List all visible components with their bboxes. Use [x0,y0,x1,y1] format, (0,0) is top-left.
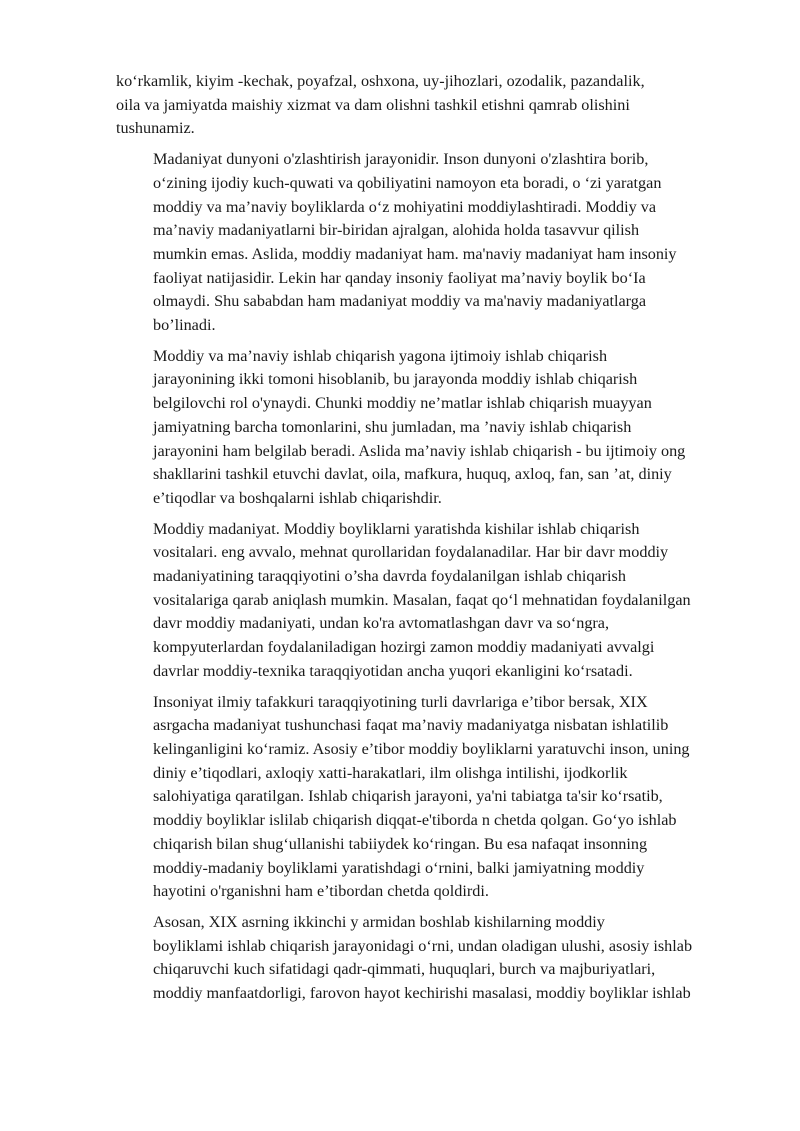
text-line: bo’linadi. [153,316,216,335]
text-line: salohiyatiga qaratilgan. Ishlab chiqarish jarayoni, ya'ni tabiatga ta'sir ko‘rsatib, [153,787,663,806]
text-line: kompyuterlardan foydalaniladigan hozirgi zamon moddiy madaniyati avvalgi [153,638,655,657]
text-line: Moddiy va ma’naviy ishlab chiqarish yagona ijtimoiy ishlab chiqarish [153,346,608,365]
text-line: chiqaruvchi kuch sifatidagi qadr-qimmati, huquqlari, burch va majburiyatlari, [153,960,656,979]
text-line: jamiyatning barcha tomonlarini, shu jumladan, ma ’naviy ishlab chiqarish [153,417,632,436]
text-line: kelinganligini ko‘ramiz. Asosiy e’tibor moddiy boyliklarni yaratuvchi inson, uning [153,739,690,758]
paragraph [116,70,746,141]
text-line: oila va jamiyatda maishiy xizmat va dam olishni tashkil etishni qamrab olishini [116,95,630,114]
text-line: boyliklami ishlab chiqarish jarayonidagi o‘rni, undan oladigan ulushi, asosiy ishlab [153,936,693,955]
text-line: moddiy va ma’naviy boyliklarda o‘z mohiyatini moddiylashtiradi. Moddiy va [153,197,657,216]
text-line: asrgacha madaniyat tushunchasi faqat ma’naviy madaniyatga nisbatan ishlatilib [153,716,669,735]
text-line: mumkin emas. Aslida, moddiy madaniyat ham. ma'naviy madaniyat ham insoniy [153,244,677,263]
paragraph [116,911,746,1006]
text-line: olmaydi. Shu sababdan ham madaniyat moddiy va ma'naviy madaniyatlarga [153,292,647,311]
text-line: moddiy-madaniy boyliklami yaratishdagi o‘rnini, balki jamiyatning moddiy [153,858,645,877]
text-line: diniy e’tiqodlari, axloqiy xatti-harakatlari, ilm olishga intilishi, ijodkorlik [153,763,628,782]
text-line: moddiy boyliklar islilab chiqarish diqqat-e'tiborda n chetda qolgan. Go‘yo ishlab [153,811,677,830]
text-line: madaniyatining taraqqiyotini o’sha davrda foydalanilgan ishlab chiqarish [153,567,626,586]
text-line: e’tiqodlar va boshqalarni ishlab chiqarishdir. [153,488,442,507]
text-line: davrlar moddiy-texnika taraqqiyotidan ancha yuqori ekanligini ko‘rsatadi. [153,661,633,680]
paragraph [116,518,746,684]
text-line: Madaniyat dunyoni o'zlashtirish jarayonidir. Inson dunyoni o'zlashtira borib, [153,150,649,169]
text-line: Moddiy madaniyat. Moddiy boyliklarni yaratishda kishilar ishlab chiqarish [153,519,640,538]
text-line: hayotini o'rganishni ham e’tibordan chetda qoldirdi. [153,882,489,901]
text-line: Insoniyat ilmiy tafakkuri taraqqiyotining turli davrlariga e’tibor bersak, XIX [153,692,648,711]
text-line: vositalari. eng avvalo, mehnat qurollaridan foydalanadilar. Har bir davr moddiy [153,543,669,562]
text-line: tushunamiz. [116,119,195,138]
text-line: belgilovchi rol o'ynaydi. Chunki moddiy ne’matlar ishlab chiqarish muayyan [153,394,652,413]
paragraph [116,148,746,338]
text-line: ko‘rkamlik, kiyim -kechak, poyafzal, oshxona, uy-jihozlari, ozodalik, pazandalik, [116,72,645,90]
text-line: ma’naviy madaniyatlarni bir-biridan ajralgan, alohida holda tasavvur qilish [153,221,640,240]
text-line: chiqarish bilan shug‘ullanishi tabiiydek ko‘ringan. Bu esa nafaqat insonning [153,834,648,853]
paragraph [116,345,746,511]
text-line: faoliyat natijasidir. Lekin har qanday insoniy faoliyat ma’naviy boylik bo‘Ia [153,268,646,287]
text-line: o‘zining ijodiy kuch-quwati va qobiliyatini namoyon eta boradi, o ‘zi yaratgan [153,173,662,192]
text-line: shakllarini tashkil etuvchi davlat, oila, mafkura, huquq, axloq, fan, san ’at, diniy [153,465,672,484]
text-line: Asosan, XIX asrning ikkinchi y armidan boshlab kishilarning moddiy [153,912,605,931]
text-line: davr moddiy madaniyati, undan ko'ra avtomatlashgan davr va so‘ngra, [153,614,610,633]
text-line: vositalariga qarab aniqlash mumkin. Masalan, faqat qo‘l mehnatidan foydalanilgan [153,590,691,609]
text-line: moddiy manfaatdorligi, farovon hayot kechirishi masalasi, moddiy boyliklar ishlab [153,984,691,1003]
document-body [116,70,746,1013]
paragraph [116,691,746,904]
text-line: jarayonini ham belgilab beradi. Aslida ma’naviy ishlab chiqarish - bu ijtimoiy ong [153,441,686,460]
text-line: jarayonining ikki tomoni hisoblanib, bu jarayonda moddiy ishlab chiqarish [153,370,638,389]
